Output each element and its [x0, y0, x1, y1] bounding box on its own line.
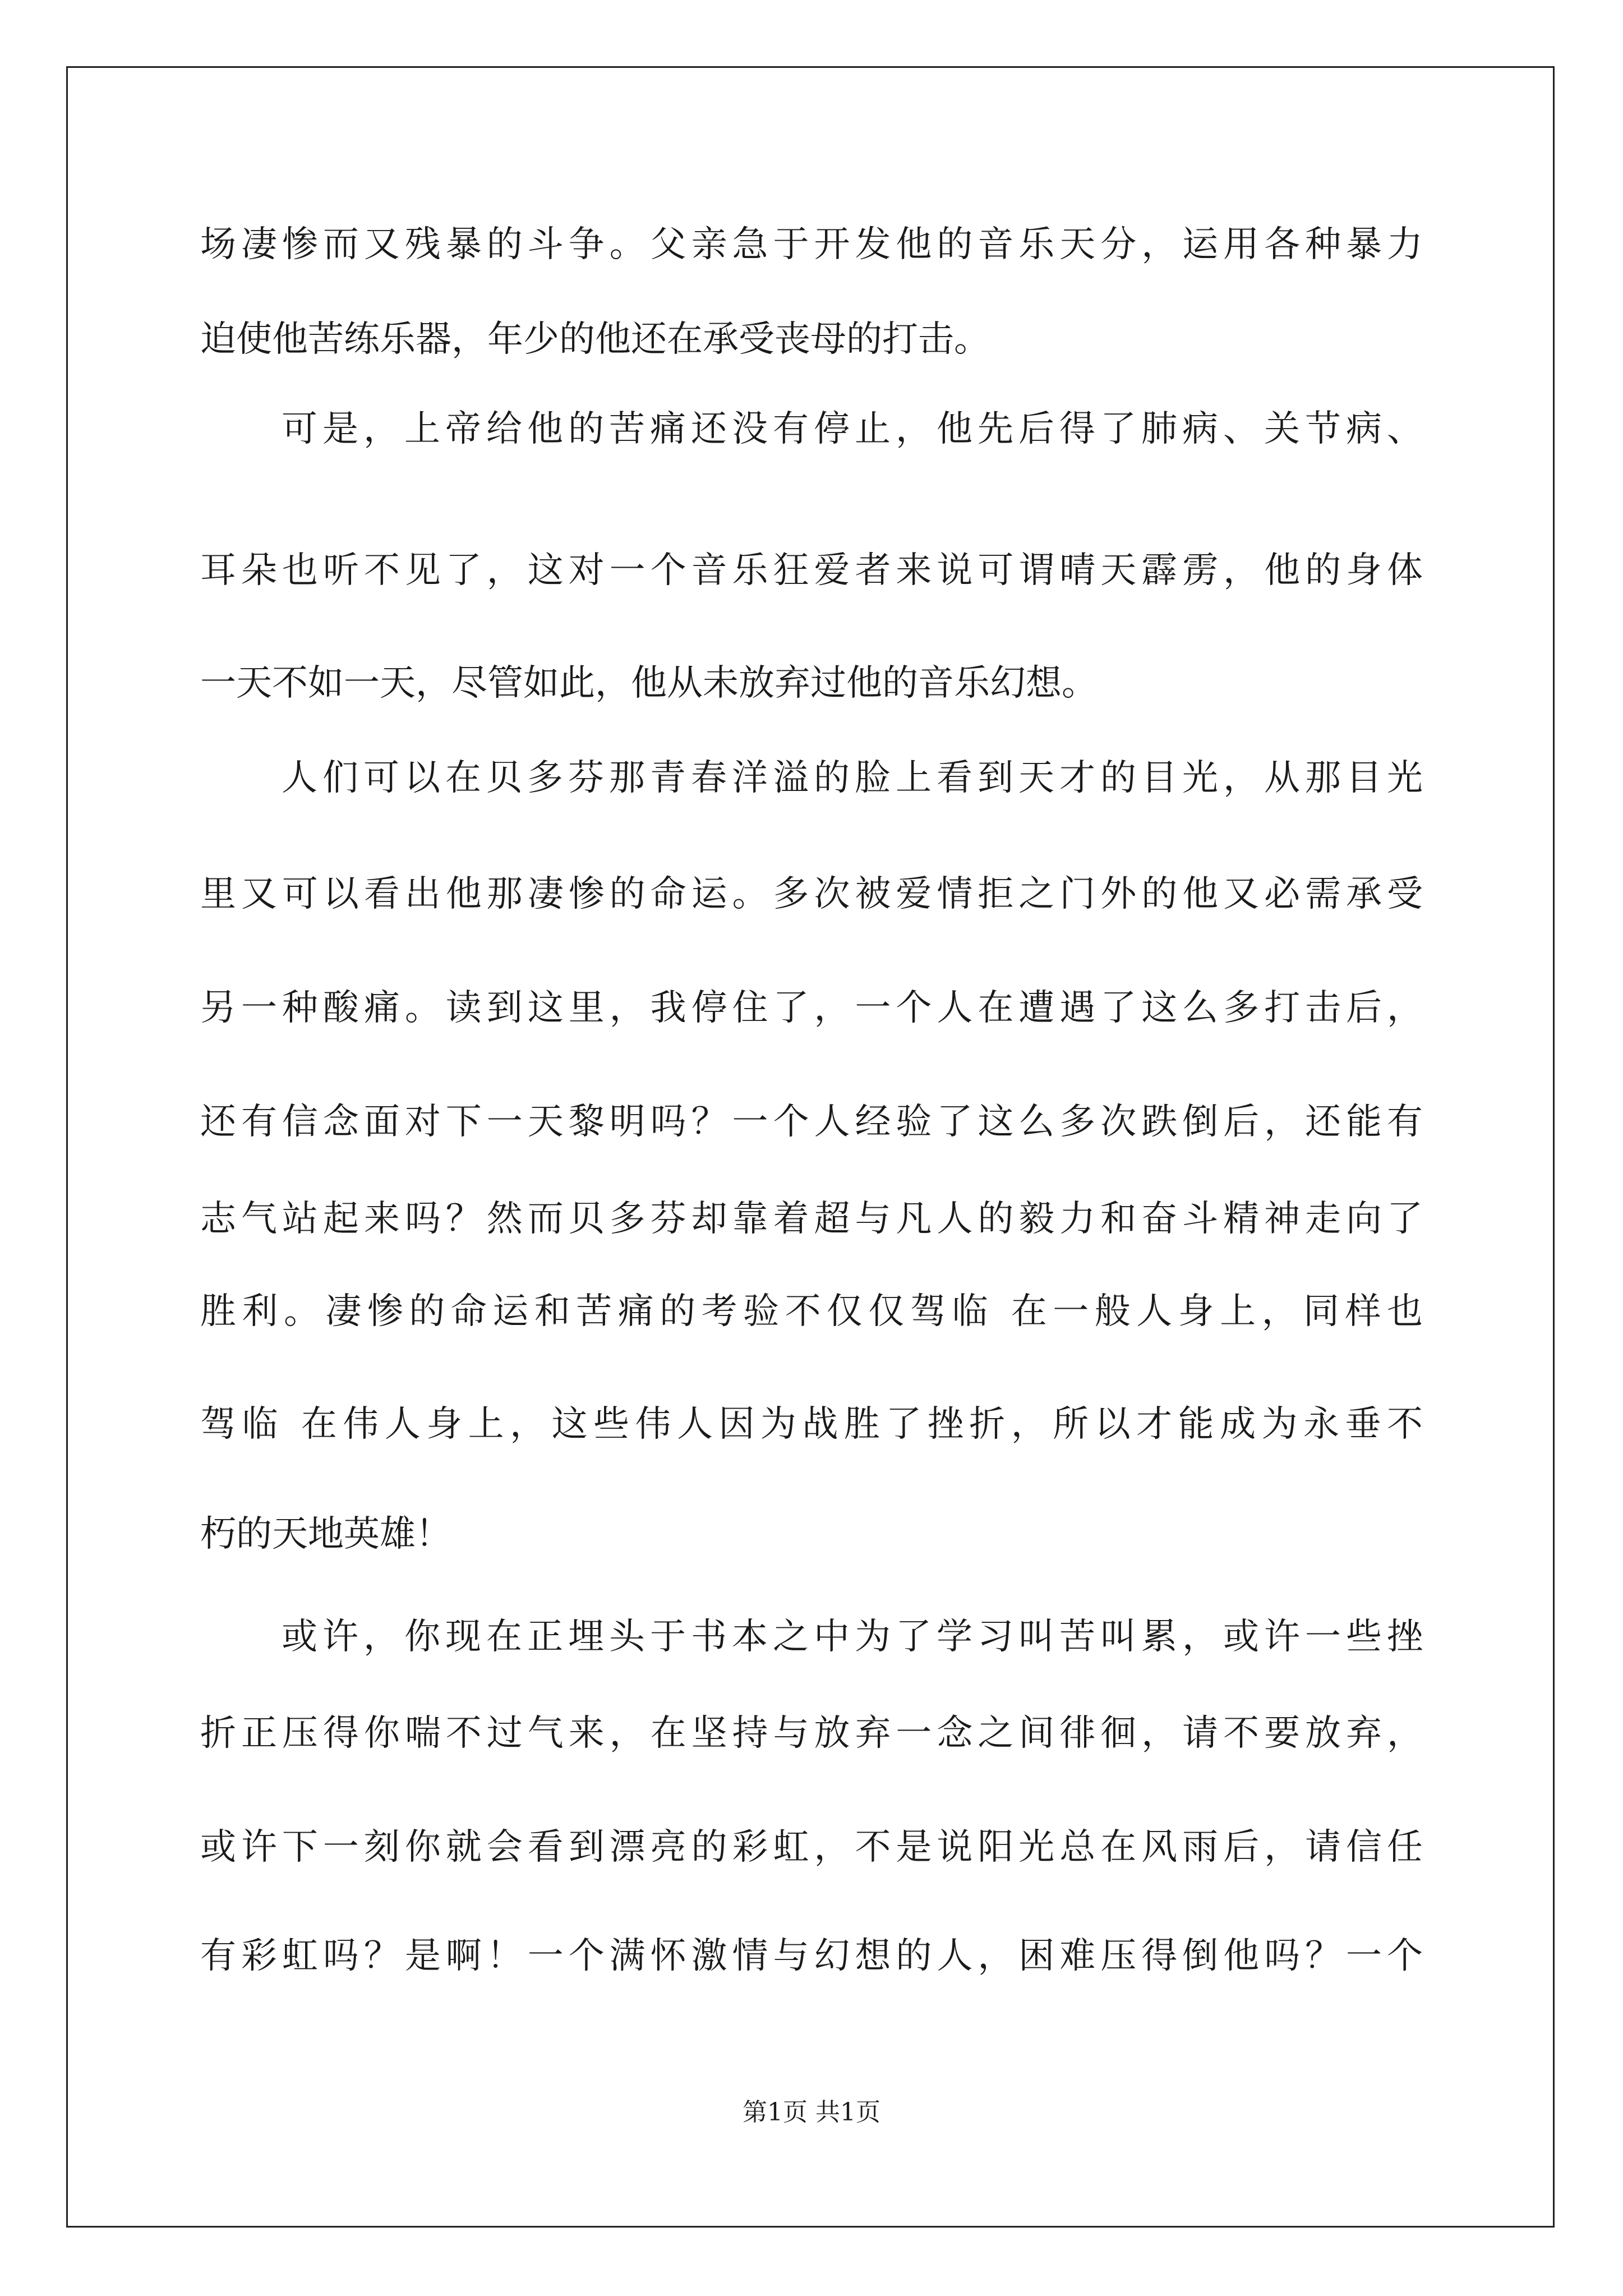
- text-line: 有彩虹吗？是啊！一个满怀激情与幻想的人，困难压得倒他吗？一个: [200, 1935, 1423, 1977]
- text-line: 场凄惨而又残暴的斗争。父亲急于开发他的音乐天分，运用各种暴力: [200, 224, 1423, 265]
- text-line: 耳朵也听不见了，这对一个音乐狂爱者来说可谓晴天霹雳，他的身体: [200, 550, 1423, 591]
- text-line: 迫使他苦练乐器，年少的他还在承受丧母的打击。: [200, 319, 990, 360]
- page-number-footer: 第1页 共1页: [743, 2098, 880, 2127]
- text-line: 可是，上帝给他的苦痛还没有停止，他先后得了肺病、关节病、: [282, 408, 1423, 450]
- page-border: [66, 66, 1555, 2228]
- text-line: 驾临 在伟人身上，这些伟人因为战胜了挫折，所以才能成为永垂不: [200, 1404, 1423, 1445]
- text-line: 或许下一刻你就会看到漂亮的彩虹，不是说阳光总在风雨后，请信任: [200, 1826, 1423, 1868]
- text-line: 另一种酸痛。读到这里，我停住了，一个人在遭遇了这么多打击后，: [200, 987, 1423, 1029]
- text-line: 朽的天地英雄！: [200, 1513, 451, 1555]
- text-line: 一天不如一天，尽管如此，他从未放弃过他的音乐幻想。: [200, 662, 1098, 704]
- text-line: 折正压得你喘不过气来，在坚持与放弃一念之间徘徊，请不要放弃，: [200, 1713, 1423, 1754]
- text-line: 或许，你现在正埋头于书本之中为了学习叫苦叫累，或许一些挫: [282, 1616, 1423, 1658]
- text-line: 人们可以在贝多芬那青春洋溢的脸上看到天才的目光，从那目光: [282, 757, 1423, 799]
- text-line: 里又可以看出他那凄惨的命运。多次被爱情拒之门外的他又必需承受: [200, 873, 1423, 915]
- text-line: 胜利。凄惨的命运和苦痛的考验不仅仅驾临 在一般人身上，同样也: [200, 1291, 1423, 1332]
- text-line: 还有信念面对下一天黎明吗？一个人经验了这么多次跌倒后，还能有: [200, 1101, 1423, 1143]
- text-line: 志气站起来吗？然而贝多芬却靠着超与凡人的毅力和奋斗精神走向了: [200, 1198, 1423, 1240]
